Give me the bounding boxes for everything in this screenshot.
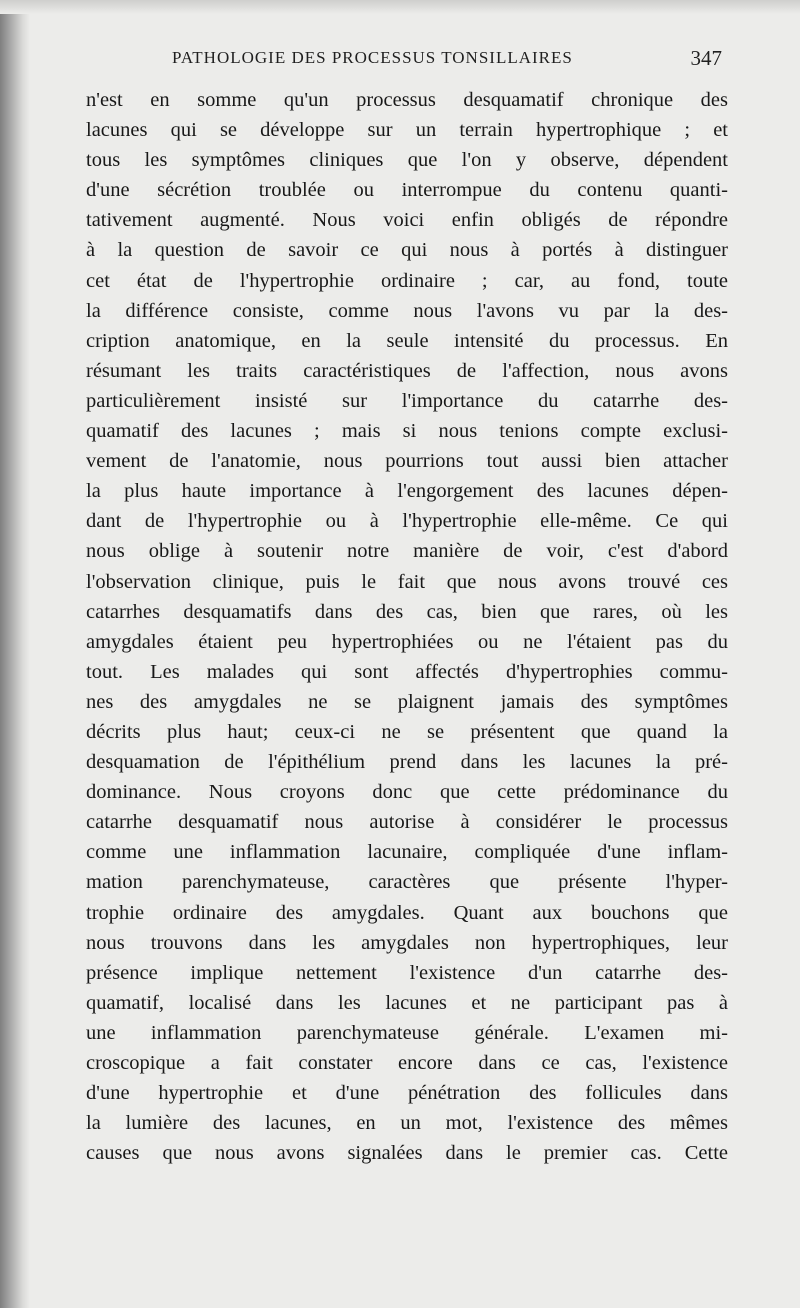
text-line: n'est en somme qu'un processus desquamatif chronique des — [86, 89, 728, 111]
text-line: causes que nous avons signalées dans le premier cas. Cette — [86, 1142, 728, 1165]
text-line: d'une hypertrophie et d'une pénétration des follicules dans — [86, 1082, 728, 1105]
text-line: à la question de savoir ce qui nous à portés à distinguer — [86, 239, 728, 262]
text-line: cet état de l'hypertrophie ordinaire ; car, au fond, toute — [86, 269, 728, 292]
text-line: quamatif des lacunes ; mais si nous tenions compte exclusi- — [86, 420, 728, 443]
text-line: résumant les traits caractéristiques de l'affection, nous avons — [86, 359, 728, 382]
text-line: catarrhes desquamatifs dans des cas, bien que rares, où les — [86, 600, 728, 623]
text-line: vement de l'anatomie, nous pourrions tout aussi bien attacher — [86, 450, 728, 473]
text-line: amygdales étaient peu hypertrophiées ou ne l'étaient pas du — [86, 630, 728, 653]
text-line: particulièrement insisté sur l'importance du catarrhe des- — [86, 389, 728, 412]
text-line: présence implique nettement l'existence d'un catarrhe des- — [86, 961, 728, 984]
text-line: dant de l'hypertrophie ou à l'hypertrophie elle-même. Ce qui — [86, 510, 728, 533]
body-text — [86, 85, 728, 1168]
top-edge-shadow — [0, 0, 800, 14]
page-number: 347 — [690, 46, 722, 70]
text-line: nous oblige à soutenir notre manière de voir, c'est d'abord — [86, 540, 728, 563]
text-line: trophie ordinaire des amygdales. Quant aux bouchons que — [86, 901, 728, 924]
text-line: l'observation clinique, puis le fait que nous avons trouvé ces — [86, 570, 728, 593]
text-line: catarrhe desquamatif nous autorise à considérer le processus — [86, 811, 728, 834]
text-line: mation parenchymateuse, caractères que présente l'hyper- — [86, 871, 728, 894]
text-line: desquamation de l'épithélium prend dans les lacunes la pré- — [86, 751, 728, 774]
text-line: quamatif, localisé dans les lacunes et ne participant pas à — [86, 991, 728, 1014]
text-line: nes des amygdales ne se plaignent jamais des symptômes — [86, 690, 728, 713]
text-line: une inflammation parenchymateuse générale. L'examen mi- — [86, 1021, 728, 1044]
text-line: décrits plus haut; ceux-ci ne se présentent que quand la — [86, 720, 728, 743]
running-header — [152, 46, 722, 70]
text-line: cription anatomique, en la seule intensité du processus. En — [86, 329, 728, 352]
binding-shadow — [0, 0, 30, 1308]
text-line: croscopique a fait constater encore dans ce cas, l'existence — [86, 1052, 728, 1074]
text-line: tout. Les malades qui sont affectés d'hypertrophies commu- — [86, 660, 728, 683]
text-line: lacunes qui se développe sur un terrain hypertrophique ; et — [86, 119, 728, 142]
text-line: la plus haute importance à l'engorgement des lacunes dépen- — [86, 480, 728, 503]
text-line: comme une inflammation lacunaire, compliquée d'une inflam- — [86, 841, 728, 864]
text-line: dominance. Nous croyons donc que cette prédominance du — [86, 781, 728, 804]
text-line: nous trouvons dans les amygdales non hypertrophiques, leur — [86, 931, 728, 954]
text-line: tous les symptômes cliniques que l'on y observe, dépendent — [86, 149, 728, 172]
text-line: la lumière des lacunes, en un mot, l'existence des mêmes — [86, 1112, 728, 1135]
text-line: tativement augmenté. Nous voici enfin obligés de répondre — [86, 209, 728, 232]
text-line: la différence consiste, comme nous l'avons vu par la des- — [86, 299, 728, 322]
text-line: d'une sécrétion troublée ou interrompue du contenu quanti- — [86, 179, 728, 202]
running-title: PATHOLOGIE DES PROCESSUS TONSILLAIRES — [172, 48, 573, 67]
